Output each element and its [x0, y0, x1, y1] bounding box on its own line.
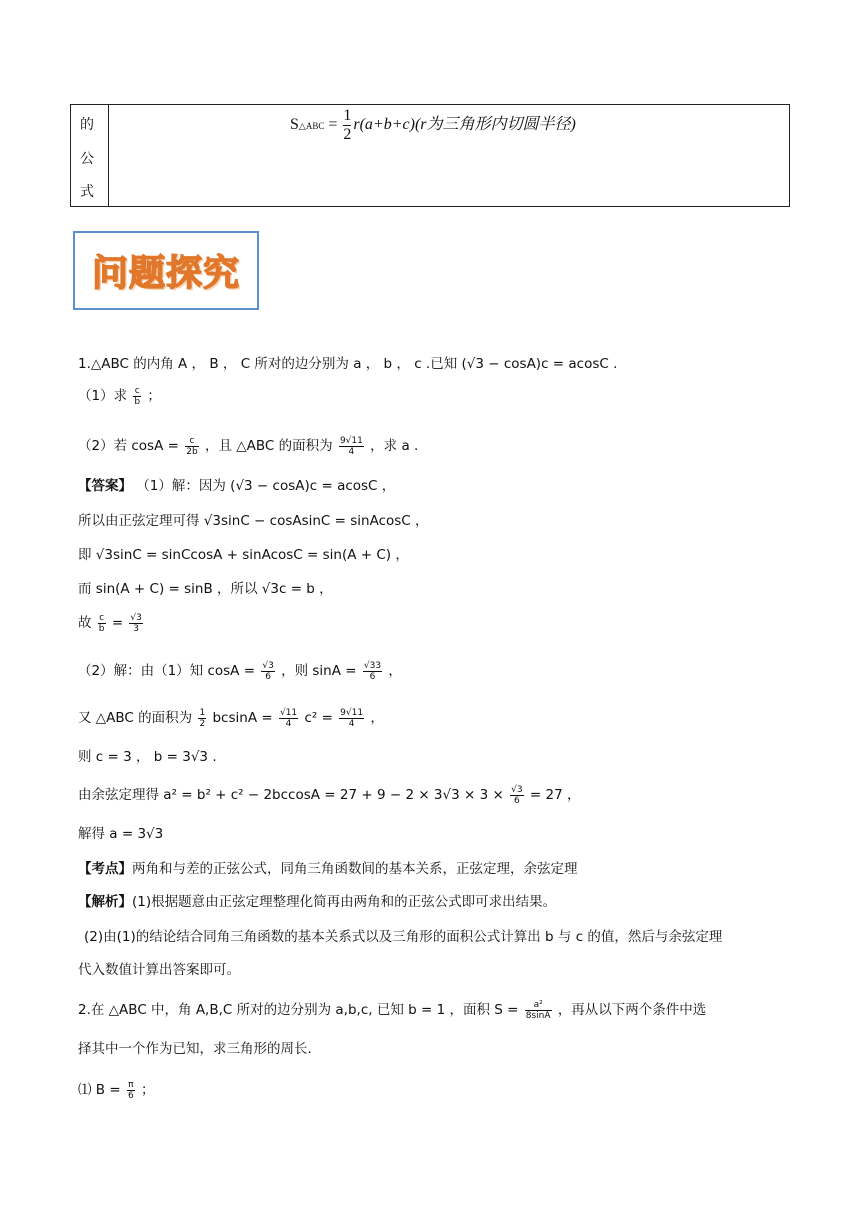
fraction-numerator: √33 [363, 660, 382, 671]
fraction-denominator: 6 [265, 671, 271, 682]
fraction [98, 613, 106, 634]
fraction-denominator: b [134, 396, 141, 407]
fraction [279, 708, 298, 729]
fraction-denominator: 6 [513, 795, 520, 806]
answer-text: bcsinA = [212, 710, 273, 726]
fraction-denominator: 4 [285, 718, 292, 729]
fraction-numerator: π [128, 1079, 134, 1090]
answer-text: c² = [304, 710, 333, 726]
fraction-denominator: 4 [348, 446, 355, 457]
answer-line-3: 即 √3sinC = sinCcosA + sinAcosC = sin(A + C) ， [78, 547, 409, 563]
q1-part2-b: ，且 △ABC 的面积为 [204, 438, 333, 454]
answer-text: 又 △ABC 的面积为 [78, 710, 193, 726]
answer-text: （2）解：由（1）知 cosA = [78, 663, 256, 679]
q1-stem: 1.△ABC 的内角 A ， B ， C 所对的边分别为 a ， b ， c .已知 (√3 − cosA)c = acosC . [78, 356, 618, 372]
table-divider [108, 105, 109, 206]
fraction [525, 1000, 552, 1021]
fraction-denominator: b [98, 623, 105, 634]
fraction-numerator: 9√11 [339, 435, 363, 446]
answer-line-2: 所以由正弦定理可得 √3sinC − cosAsinC = sinAcosC ， [78, 513, 429, 529]
answer-text: ， [370, 710, 384, 726]
answer-line-10: 解得 a = 3√3 [78, 826, 164, 842]
answer-line-7 [78, 706, 384, 729]
answer-label: 【答案】 [78, 478, 132, 494]
q1-part2-c: ，求 a . [370, 438, 419, 454]
formula-body: r(a+b+c)(r为三角形内切圆半径) [353, 116, 576, 134]
q1-part1-prefix: （1）求 [78, 388, 128, 404]
jiexi-line-3: 代入数值计算出答案即可。 [78, 962, 240, 978]
fraction-numerator: a² [525, 1000, 552, 1011]
fraction-numerator: 9√11 [340, 707, 364, 718]
jiexi-line-2: (2)由(1)的结论结合同角三角函数的基本关系式以及三角形的面积公式计算出 b 与 c 的值，然后与余弦定理 [84, 929, 723, 945]
kaodian-text: 两角和与差的正弦公式，同角三角函数间的基本关系，正弦定理，余弦定理 [132, 861, 578, 877]
answer-text: ，则 sinA = [281, 663, 357, 679]
formula-equals: = [328, 116, 338, 134]
q1-part2 [78, 434, 418, 457]
fraction [129, 613, 142, 634]
fraction-denominator: 2 [343, 126, 352, 143]
fraction-numerator: c [99, 612, 105, 623]
fraction [185, 436, 198, 457]
answer-text: （1）解：因为 (√3 − cosA)c = acosC ， [136, 478, 396, 494]
q2-line-1 [78, 998, 706, 1021]
fraction-denominator: 6 [369, 671, 376, 682]
answer-line-4: 而 sin(A + C) = sinB ，所以 √3c = b ， [78, 581, 333, 597]
answer-line-8: 则 c = 3 ， b = 3√3 . [78, 749, 217, 765]
fraction-numerator: √3 [511, 784, 523, 795]
answer-text: 故 [78, 615, 92, 631]
answer-line-5 [78, 611, 145, 634]
answer-text: ， [388, 663, 402, 679]
answer-line-9 [78, 783, 580, 806]
fraction-denominator: 3 [133, 623, 140, 634]
fraction [363, 661, 382, 682]
fraction [261, 661, 274, 682]
q2-line-3 [78, 1078, 154, 1101]
jiexi-line-1 [78, 890, 556, 910]
answer-text: = 27 ， [529, 787, 581, 803]
q2-text: 2.在 △ABC 中，角 A,B,C 所对的边分别为 a,b,c, 已知 b = 1 ，面积 S = [78, 1002, 519, 1018]
fraction [339, 436, 364, 457]
q2-text: ⑴ B = [78, 1082, 121, 1098]
answer-text: 由余弦定理得 a² = b² + c² − 2bccosA = 27 + 9 − 2 × 3√3 × 3 × [78, 787, 504, 803]
formula-sub: △ABC [298, 121, 325, 132]
q1-part1-suffix: ； [147, 388, 161, 404]
q2-line-2: 择其中一个作为已知，求三角形的周长. [78, 1041, 312, 1057]
fraction-denominator: 4 [348, 718, 355, 729]
fraction-numerator: √3 [130, 612, 142, 623]
answer-text: = [111, 615, 124, 631]
incircle-area-formula [290, 107, 576, 144]
q1-part1 [78, 384, 161, 407]
fraction-denominator: 2b [186, 446, 198, 457]
fraction-numerator: c [134, 385, 140, 396]
formula-s: S [290, 116, 299, 134]
fraction-numerator: c [185, 436, 198, 447]
q2-text: ； [140, 1082, 155, 1098]
table-left-char: 公 [80, 151, 94, 167]
jiexi-label: 【解析】 [78, 894, 132, 910]
jiexi-text: (1)根据题意由正弦定理整理化简再由两角和的正弦公式即可求出结果。 [132, 894, 557, 910]
fraction [133, 386, 141, 407]
table-left-char: 式 [80, 184, 94, 200]
q2-text: ，再从以下两个条件中选 [557, 1002, 707, 1018]
answer-line-1 [78, 474, 395, 494]
fraction-denominator: 2 [199, 718, 206, 729]
fraction-numerator: √3 [262, 660, 274, 671]
q1-part2-a: （2）若 cosA = [78, 438, 179, 454]
fraction-denominator: 6 [127, 1090, 134, 1101]
fraction-numerator: √11 [279, 707, 298, 718]
fraction [510, 785, 523, 806]
formula-fraction [343, 107, 351, 144]
fraction [339, 708, 364, 729]
fraction-numerator: 1 [343, 107, 352, 124]
kaodian-line [78, 857, 578, 877]
section-banner [73, 231, 259, 310]
fraction-numerator: 1 [199, 707, 206, 718]
banner-title: 问题探究 [91, 253, 240, 294]
fraction [198, 708, 206, 729]
fraction [127, 1080, 135, 1101]
table-left-char: 的 [80, 117, 94, 133]
kaodian-label: 【考点】 [78, 861, 132, 877]
answer-line-6 [78, 659, 402, 682]
fraction-denominator: 8sinA [525, 1010, 551, 1021]
